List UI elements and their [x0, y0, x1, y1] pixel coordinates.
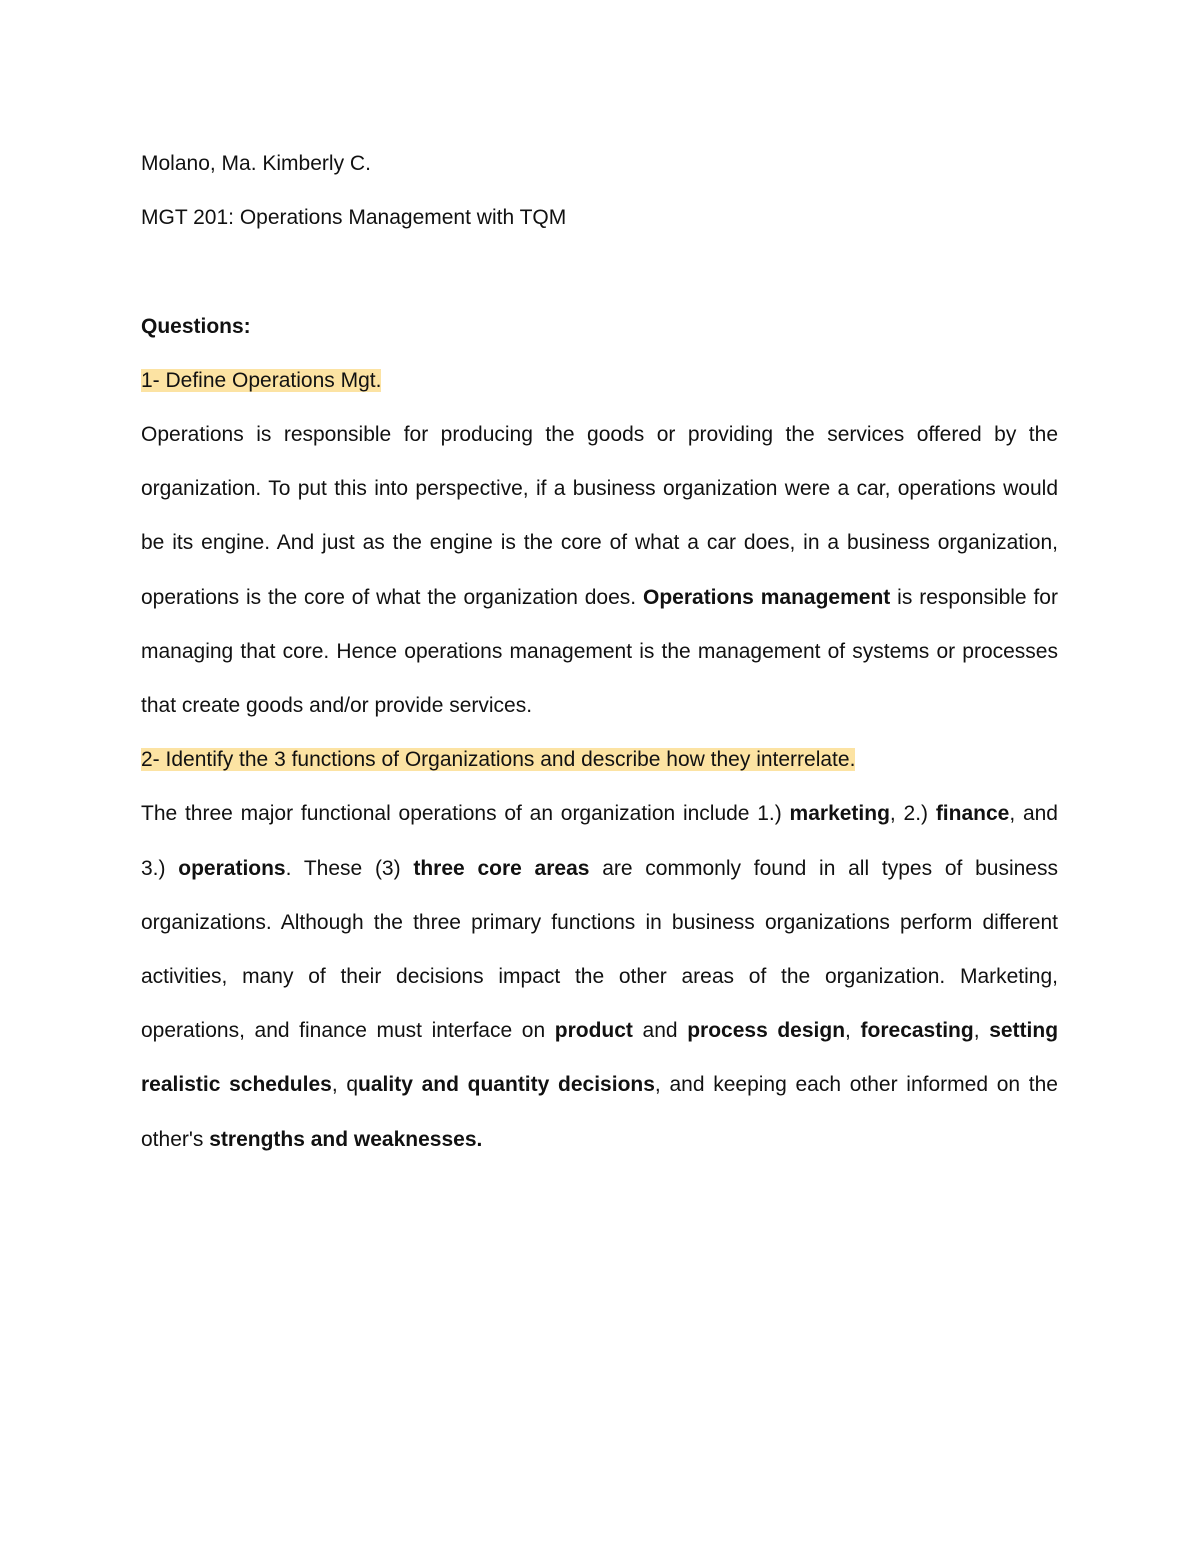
- answer-2-bold: marketing: [789, 802, 890, 826]
- answer-2-bold: strengths and weaknesses.: [209, 1127, 483, 1151]
- answer-2-text: , and keeping each other informed on the other's: [141, 1073, 1058, 1151]
- question-1: [141, 354, 1058, 408]
- answer-2-bold: setting realistic schedules: [141, 1019, 1059, 1097]
- answer-2-text: , 2.): [889, 802, 929, 826]
- author-name: Molano, Ma. Kimberly C.: [141, 152, 371, 175]
- answer-2-bold: product: [554, 1019, 633, 1043]
- answer-2-text: ,: [973, 1019, 980, 1043]
- answer-2-text: and: [642, 1019, 678, 1043]
- answer-2: [141, 787, 1058, 1166]
- answer-1-text: Operations is responsible for producing the goods or providing the services offered by the organization. To put this into perspective, if a business organization were a car, operations would be its engine. And just as the engine is the core of what a car does, in a business organization, operations is the core of what the organization does.: [141, 423, 1058, 609]
- answer-1-bold: Operations management: [643, 585, 891, 609]
- answer-2-text: The three major functional operations of an organization include 1.): [141, 802, 782, 826]
- answer-2-bold: process design: [687, 1019, 846, 1043]
- answer-2-bold: operations: [178, 856, 286, 880]
- answer-2-text: . These (3): [285, 856, 401, 880]
- answer-1-text: is responsible for managing that core. Hence operations management is the management of systems or processes that create goods and/or provide services.: [141, 585, 1058, 718]
- course-title: MGT 201: Operations Management with TQM: [141, 206, 567, 230]
- question-1-text: 1- Define Operations Mgt.: [141, 368, 382, 392]
- question-2-text: 2- Identify the 3 functions of Organizations and describe how they interrelate.: [141, 748, 856, 772]
- answer-2-text: ,: [845, 1019, 851, 1043]
- question-2: [141, 733, 1058, 787]
- answer-2-text: are commonly found in all types of business organizations. Although the three primary functions in business organizations perform different activities, many of their decisions impact the other areas of the organization. Marketing, operations, and finance must interface on: [141, 856, 1058, 1043]
- answer-1: [141, 408, 1058, 733]
- answer-2-bold: uality and quantity decisions: [358, 1073, 655, 1097]
- answer-2-bold: forecasting: [860, 1019, 974, 1043]
- questions-heading: Questions:: [141, 314, 251, 338]
- answer-2-text: , and 3.): [141, 802, 1058, 880]
- blank-line: [141, 245, 1058, 299]
- document-body: [141, 137, 1058, 1167]
- answer-2-text: , q: [331, 1073, 359, 1097]
- answer-2-bold: finance: [935, 802, 1010, 826]
- answer-2-bold: three core areas: [413, 856, 590, 880]
